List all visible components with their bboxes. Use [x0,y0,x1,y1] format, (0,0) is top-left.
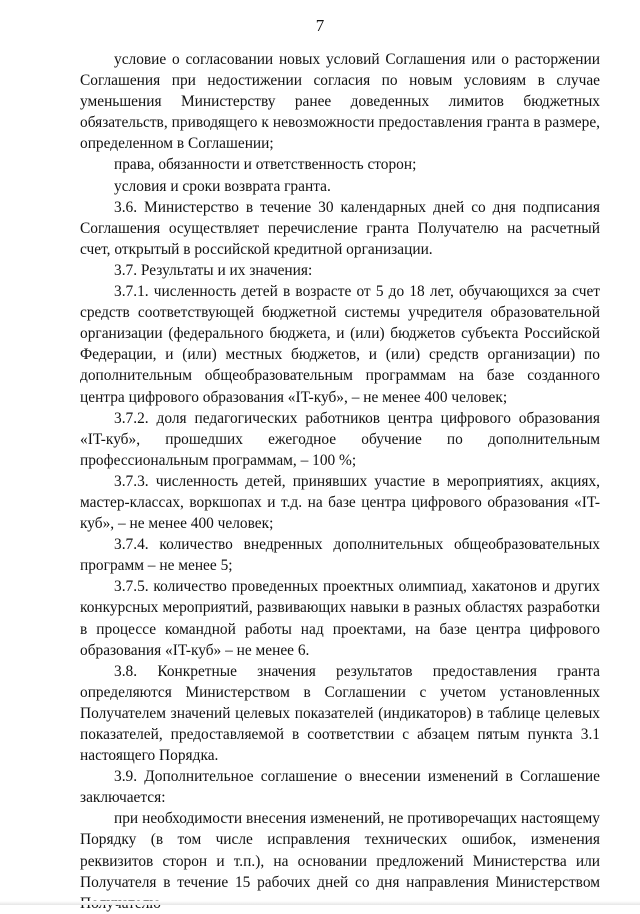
paragraph-grant-return-terms: условия и сроки возврата гранта. [114,177,331,195]
paragraph-amendment-conditions: при необходимости внесения изменений, не противоречащих настоящему Порядку (в том числе исправления технических ошибок, изменения реквизитов сторон и т.п.), на основании предложений Министерства или Получателя в течение 15 рабочих дней со дня направления Министерством [80,810,600,891]
paragraph-3-6: 3.6. Министерство в течение 30 календарных дней со дня подписания Соглашения осуществляет перечисление гранта Получателю на расчетный счет, открытый в российской кредитной организации. [80,198,600,258]
paragraph-3-8: 3.8. Конкретные значения результатов предоставления гранта определяются Министерством в Соглашении с учетом установленных Получателем значений целевых показателей (индикаторов) в таблице целевых показателей, предоставляемой в соответствии с абзацем пятым пункта 3.1 настоящего Порядка. [80,662,600,765]
paragraph-3-7: 3.7. Результаты и их значения: [114,261,313,279]
document-body [80,49,600,914]
scan-edge [0,901,640,905]
paragraph-rights-and-obligations: права, обязанности и ответственность сторон; [114,156,417,174]
paragraph-3-7-2: 3.7.2. доля педагогических работников центра цифрового образования «IT-куб», прошедших ежегодное обучение по дополнительным профессиональным программам, – 100 %; [80,409,600,469]
paragraph-agreement-termination-condition: условие о согласовании новых условий Соглашения или о расторжении Соглашения при недостижении согласия по новым условиям в случае уменьшения Министерству ранее доведенных лимитов бюджетных обязательств, приводящего к невозможности предоставления гранта в размере, определенном в Соглашении; [80,51,600,153]
paragraph-3-7-3: 3.7.3. численность детей, принявших участие в мероприятиях, акциях, мастер-классах, воркшопах и т.д. на базе центра цифрового образования «IT-куб», – не менее 400 человек; [80,472,600,533]
page-number: 7 [315,16,325,35]
paragraph-3-9: 3.9. Дополнительное соглашение о внесении изменений в Соглашение заключается: [80,768,600,807]
paragraph-3-7-4: 3.7.4. количество внедренных дополнительных общеобразовательных программ – не менее 5; [80,536,600,575]
paragraph-3-7-1: 3.7.1. численность детей в возрасте от 5 до 18 лет, обучающихся за счет средств соответствующей бюджетной системы учредителя образовательной организации (федерального бюджета, и (или) бюджетов субъекта Российской Федерации, и (или) местных бюджетов, и (или) средств организации) по дополнительным общеобразовательным программам на базе созданного центра цифрового образования «IT-куб», – не менее 400 человек; [80,283,600,406]
paragraph-3-7-5: 3.7.5. количество проведенных проектных олимпиад, хакатонов и других конкурсных мероприятий, развивающих навыки в разных областях разработки в процессе командной работы над проектами, на базе центра цифрового образования «IT-куб» – не менее 6. [80,578,600,659]
